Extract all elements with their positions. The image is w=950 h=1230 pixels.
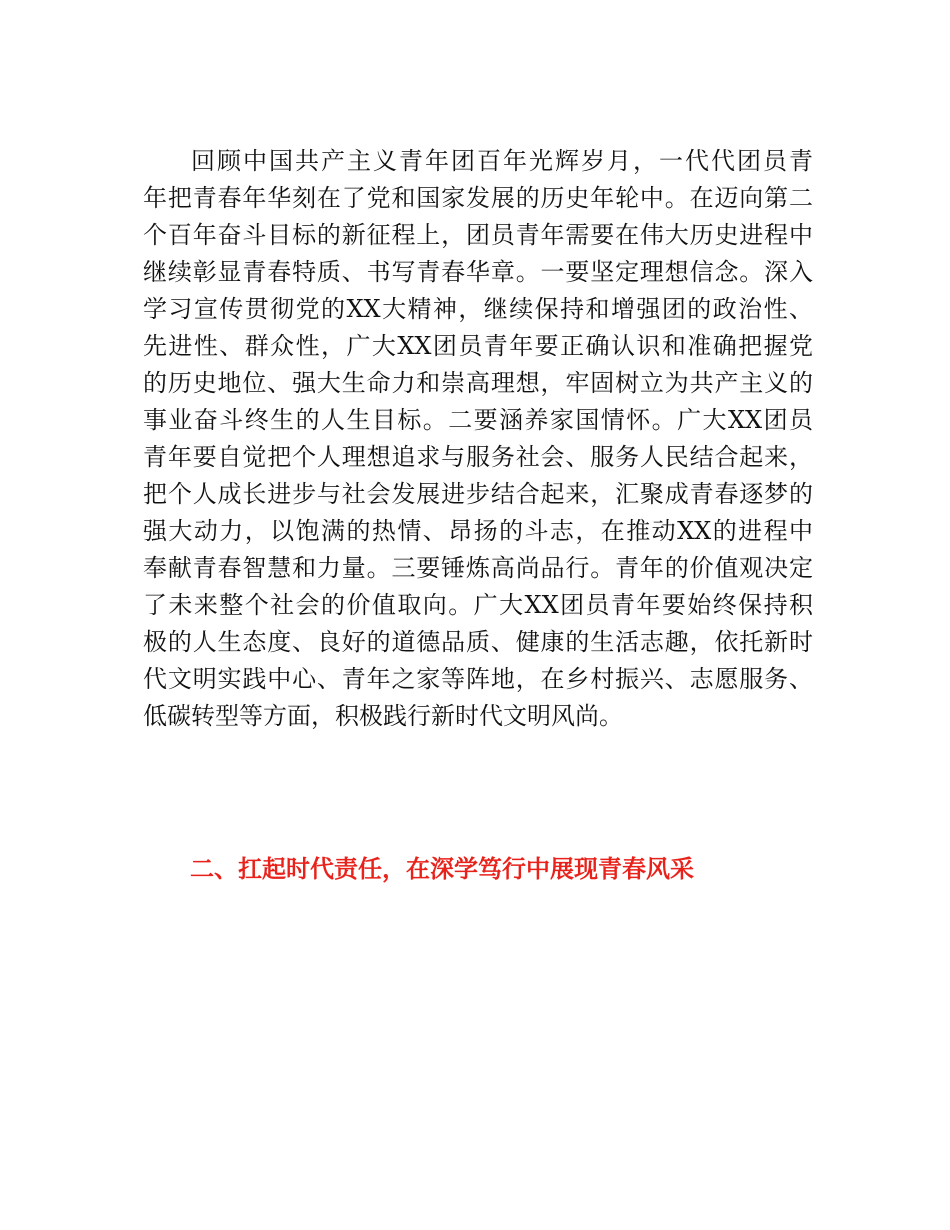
- paragraph-line: 先进性、群众性，广大XX团员青年要正确认识和准确把握党: [143, 332, 813, 360]
- body-paragraph: [143, 143, 813, 735]
- paragraph-line: 个百年奋斗目标的新征程上，团员青年需要在伟大历史进程中: [143, 221, 813, 249]
- paragraph-line: 强大动力，以饱满的热情、昂扬的斗志，在推动XX的进程中: [143, 517, 813, 545]
- paragraph-line: 极的人生态度、良好的道德品质、健康的生活志趣，依托新时: [143, 628, 813, 656]
- paragraph-line: 事业奋斗终生的人生目标。二要涵养家国情怀。广大XX团员: [143, 406, 813, 434]
- paragraph-line: 的历史地位、强大生命力和崇高理想，牢固树立为共产主义的: [143, 369, 813, 397]
- paragraph-line: 奉献青春智慧和力量。三要锤炼高尚品行。青年的价值观决定: [143, 554, 813, 582]
- section-heading: 二、扛起时代责任，在深学笃行中展现青春风采: [190, 855, 694, 883]
- paragraph-line: 继续彰显青春特质、书写青春华章。一要坚定理想信念。深入: [143, 258, 813, 286]
- paragraph-line: 了未来整个社会的价值取向。广大XX团员青年要始终保持积: [143, 591, 813, 619]
- paragraph-line: 学习宣传贯彻党的XX大精神，继续保持和增强团的政治性、: [143, 295, 813, 323]
- paragraph-line: 把个人成长进步与社会发展进步结合起来，汇聚成青春逐梦的: [143, 480, 813, 508]
- paragraph-line: 回顾中国共产主义青年团百年光辉岁月，一代代团员青: [191, 147, 813, 175]
- paragraph-line: 代文明实践中心、青年之家等阵地，在乡村振兴、志愿服务、: [143, 665, 813, 693]
- paragraph-line: 低碳转型等方面，积极践行新时代文明风尚。: [143, 702, 623, 730]
- paragraph-line: 年把青春年华刻在了党和国家发展的历史年轮中。在迈向第二: [143, 184, 813, 212]
- paragraph-line: 青年要自觉把个人理想追求与服务社会、服务人民结合起来，: [143, 443, 813, 471]
